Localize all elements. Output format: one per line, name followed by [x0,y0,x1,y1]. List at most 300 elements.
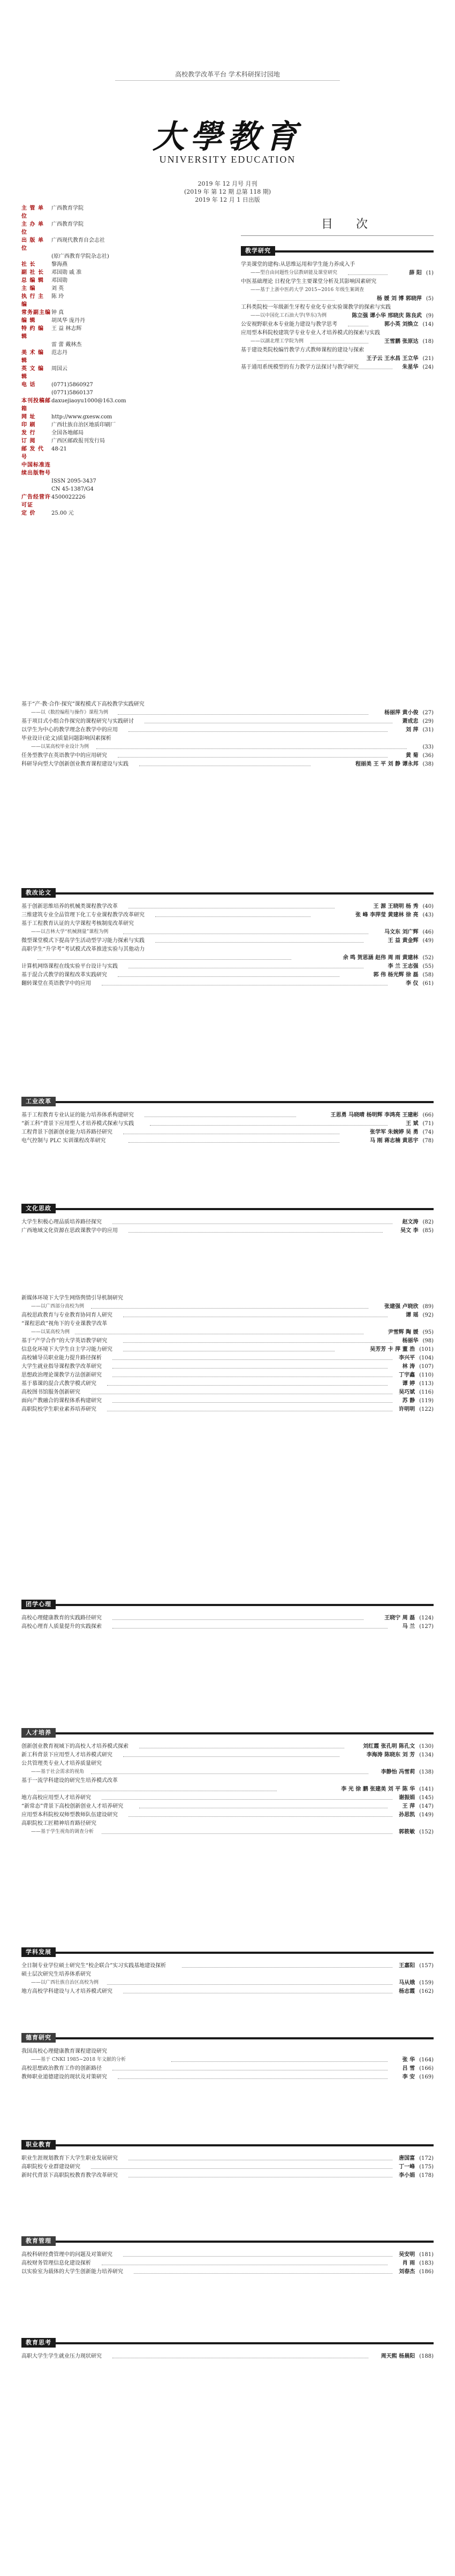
toc-entry-author: 唐国富 [399,2155,415,2161]
toc-entry[interactable] [21,1760,434,1769]
toc-entry[interactable] [21,2048,434,2057]
masthead-value [51,461,131,477]
toc-entry-title: 高职院校专业群建设研究 [21,2164,80,2170]
toc-entry[interactable] [21,1769,434,1777]
toc-entry-author-page [384,1615,434,1622]
toc-entry-author-page [377,295,434,302]
toc-entry-author-page [406,752,434,759]
toc-entry-page: (157) [419,1963,434,1969]
masthead-key: 定 价 [21,510,36,516]
toc-entry-page: (122) [419,1407,434,1412]
toc-entry[interactable] [21,761,434,769]
masthead-row [21,269,131,277]
section-header [21,2140,434,2150]
masthead-key: 社 长 [21,262,36,267]
toc-entry-author-page [403,2074,434,2081]
masthead-key: 英 文 编 辑 [21,366,44,380]
toc-entry[interactable] [21,1803,434,1811]
toc-entry-author: 王子云 王水昌 王立华 [366,356,419,362]
toc-entry-author-page [384,338,434,345]
toc-entry[interactable] [241,278,434,287]
toc-entry-title: ——以广西壮族自治区高校为例 [31,1980,99,1985]
toc-entry[interactable] [21,1988,434,1997]
toc-entry-author: 尹雪辉 陶 媛 [388,1329,419,1335]
toc-entry-author: 李海涛 陈晓东 刘 芳 [366,1752,415,1758]
toc-entry[interactable] [21,1346,434,1355]
toc-entry[interactable] [21,1786,434,1794]
masthead-value: 黎海燕 [51,262,67,267]
toc-entry-author-page [341,1786,434,1793]
toc-entry[interactable] [21,2155,434,2164]
toc-entry[interactable] [21,1962,434,1971]
toc-entry-title: 三维建筑专业全品管理下化工专业课程教学改革研究 [21,912,145,918]
toc-entry-title: 基于工程教育专业认证的能力培养体系构建研究 [21,1112,134,1118]
toc-entry[interactable] [21,929,434,937]
toc-leader-dots [182,1967,392,1968]
toc-entry-page: (113) [419,1381,434,1387]
masthead-row [21,437,131,445]
section-title: 人才培养 [21,1728,56,1738]
toc-entry-page: (33) [422,744,434,750]
toc-entry-title: “新工科”背景下应用型人才培养模式探索与实践 [21,1121,134,1127]
toc-entry-page: (141) [419,1786,434,1792]
toc-entry-title: 职业生涯规划教育下大学生职业发展研究 [21,2155,118,2161]
masthead-row [21,493,131,509]
toc-entry-author-page [399,1406,434,1413]
toc-entry-author-page [363,1743,434,1750]
toc-entry-title: ——以《数控编程与操作》课程为例 [31,710,109,715]
toc-entry-author: 吴安明 [399,2252,415,2258]
masthead-value: http://www.gxesw.com [51,414,112,420]
masthead-value: 刘 英 [51,286,64,292]
toc-entry[interactable] [21,735,434,744]
toc-entry-author-page [384,1303,434,1310]
toc-entry-author-page [343,954,434,961]
toc-entry[interactable] [21,1372,434,1380]
toc-entry-page: (98) [422,1338,434,1344]
toc-entry[interactable] [21,2065,434,2074]
toc-entry-page: (166) [419,2066,434,2071]
toc-entry-author: 杨丽华 [402,1338,419,1344]
toc-entry-title: 微型课堂模式下提高学生活动型学习能力探索与实践 [21,938,145,944]
toc-entry-author-page [400,1227,434,1234]
toc-entry[interactable] [21,1794,434,1803]
section-bar [21,1732,434,1734]
toc-entry[interactable] [21,954,434,963]
toc-entry[interactable] [21,1337,434,1346]
toc-entry-title: ——基于社会需求的视角 [31,1769,85,1775]
masthead-row [21,429,131,437]
toc-entry-author: 周天熙 杨晨阳 [381,2353,415,2359]
toc-entry[interactable] [21,972,434,980]
toc-entry-title: 基于创新思维培养的机械类课程教学改革 [21,904,118,909]
toc-entry[interactable] [241,364,434,372]
toc-entry-author-page [403,2065,434,2072]
toc-entry[interactable] [21,1971,434,1979]
toc-entry-author: 李小娟 [399,2173,415,2178]
toc-leader-dots [102,1833,392,1834]
header-divider [115,80,340,81]
toc-entry-page: (29) [422,718,434,724]
toc-entry-author-page [399,1811,434,1818]
section-header [21,1204,434,1213]
toc-entry[interactable] [21,2353,434,2361]
toc-entry-title: ——以中国化工石油大学(华东)为例 [251,313,327,318]
toc-entry-page: (1) [426,270,434,276]
toc-leader-dots [348,274,388,275]
toc-entry[interactable] [241,287,434,295]
toc-entry-page: (82) [422,1219,434,1225]
toc-entry-page: (46) [422,929,434,935]
toc-entry-author: 黄 菊 [405,753,419,759]
section-bar [21,1208,434,1210]
masthead-row [21,261,131,269]
masthead-key: 电 话 [21,382,36,388]
toc-entry-title: 以学生为中心的教学理念在教学中的应用 [21,727,118,733]
toc-entry-page: (66) [422,1112,434,1118]
toc-entry-page: (24) [422,364,434,370]
masthead-value: 广西教育学院 [51,205,84,211]
toc-entry-page: (61) [422,981,434,987]
toc-entry[interactable] [21,920,434,929]
toc-entry-page: (71) [422,1121,434,1127]
toc-entry-page: (55) [422,964,434,969]
toc-entry-title: 学美课堂的建构:从思维运用和学生能力养成入手 [241,262,355,267]
toc-entry-author: 张建强 卢晓欣 [384,1304,419,1310]
toc-leader-dots [96,748,407,749]
toc-leader-dots [112,1628,388,1629]
masthead-key: 执 行 主 编 [21,294,44,308]
toc-entry-author-page [403,1380,434,1387]
toc-entry-title: 地方高校应用型人才培养研究 [21,1795,91,1801]
toc-entry-author-page [403,1803,434,1810]
toc-entry[interactable] [21,1820,434,1829]
toc-entry[interactable] [21,2268,434,2277]
toc-entry-title: 基于建设类院校编竹教学方式教师课程的建设与探索 [241,347,364,353]
masthead-key: 广告经营许可证 [21,494,51,508]
toc-entry-page: (36) [422,753,434,759]
masthead-value: 陈 玲 [51,294,64,300]
toc-entry-author: 王 源 王晓明 杨 秀 [373,904,419,909]
toc-entry-author: 李 仪 [405,981,419,987]
issue-publish-line: 2019 年 12 月 1 日出版 [195,196,260,203]
toc-entry[interactable] [21,1389,434,1397]
toc-entry-title: ——基于上浙中医药大学 2015~2016 年级生案调查 [251,287,365,293]
toc-entry-author-page [399,2172,434,2179]
toc-entry-author: 陈立强 谭小华 邢晓庆 陈良武 [352,313,422,319]
toc-entry-title: 面向产教融合的课程体系构建研究 [21,1398,102,1404]
masthead-row [21,365,131,381]
toc-entry-author: 杨志霞 [399,1989,415,1994]
toc-entry[interactable] [21,701,434,709]
toc-entry[interactable] [21,946,434,954]
toc-entry-author: 林 涛 [402,1364,415,1370]
toc-entry-title: 电气控制与 PLC 实训课程改革研究 [21,1138,106,1144]
toc-entry-title: 大学生就业指导课程教学改革研究 [21,1364,102,1370]
section-title: 教育思考 [21,2338,56,2348]
section-title: 教改论文 [21,888,56,898]
toc-entry-page: (147) [419,1803,434,1809]
toc-entry[interactable] [21,727,434,735]
toc-entry[interactable] [21,1777,434,1786]
toc-entry-author-page [352,312,434,319]
toc-leader-dots [91,2168,392,2169]
toc-entry[interactable] [21,752,434,761]
toc-entry-author: 孙思凯 [399,1812,415,1818]
toc-entry[interactable] [21,718,434,727]
masthead-value: 邓国勋 戚 准 [51,270,82,276]
toc-entry-author: 余 鸣 贺思涵 赵伟 周 雨 黄建林 [343,955,419,961]
masthead-row [21,397,131,413]
masthead-value: 广西区邮政报刊发行局 [51,438,105,444]
section-header [21,888,434,898]
toc-entry[interactable] [21,1320,434,1329]
masthead-value: 广西现代教育自会志社 [51,238,105,243]
toc-entry[interactable] [241,347,434,355]
toc-entry-author: 谭 婷 [402,1381,415,1387]
toc-entry-page: (49) [422,938,434,944]
toc-entry[interactable] [21,903,434,912]
toc-entry-page: (52) [422,955,434,961]
toc-entry-title: 高职学生“升学考”考试模式改革推进实验与其他动力 [21,946,145,952]
toc-leader-dots [112,1368,388,1369]
toc-entry[interactable] [21,1112,434,1120]
toc-entry-author-page [355,912,434,919]
toc-entry-author: 丁一峰 [399,2164,415,2170]
toc-entry[interactable] [21,912,434,920]
toc-entry-page: (183) [419,2260,434,2266]
toc-entry-page: (31) [422,727,434,733]
toc-entry[interactable] [21,2164,434,2172]
toc-entry-page: (186) [419,2269,434,2275]
masthead-row [21,236,131,253]
toc-entry-author: 马 兰 [402,1624,415,1630]
masthead-value: (原广西教育学院杂志社) [51,254,109,259]
toc-entry-author: 刘 萍 [405,727,419,733]
toc-entry-author-page [399,1979,434,1986]
toc-entry[interactable] [21,1129,434,1137]
toc-entry-page: (145) [419,1795,434,1801]
masthead-key [21,253,51,261]
toc-entry[interactable] [21,1979,434,1988]
masthead-key: 主 编 [21,286,36,292]
toc-entry-page: (9) [426,313,434,319]
masthead-key: 美 术 编 辑 [21,350,44,364]
toc-entry-title: 高校心理育人质量提升的实践探索 [21,1624,102,1630]
toc-entry-author-page [331,1112,434,1119]
toc-entry[interactable] [21,1406,434,1415]
section-title: 职业教育 [21,2140,56,2150]
masthead-value: 全国各地邮局 [51,430,84,436]
masthead-row [21,285,131,293]
toc-entry[interactable] [21,1829,434,1837]
toc-entry[interactable] [241,270,434,278]
toc-entry[interactable] [21,1312,434,1320]
masthead-value: 钟 真 [51,310,64,316]
masthead-value: 范志丹 [51,350,67,356]
toc-entry[interactable] [21,1397,434,1406]
section-header [21,1947,434,1957]
toc-leader-dots [128,1232,383,1233]
toc-entry-title: 高职大学生学生就业压力现状研究 [21,2353,102,2359]
masthead-row [21,421,131,429]
toc-entry-page: (21) [422,356,434,362]
toc-entry-title: 计算机网络课程在线实验平台设计与实践 [21,964,118,969]
journal-tagline: 高校教学改革平台 学术科研探讨园地 [175,71,280,78]
toc-leader-dots [107,1385,388,1386]
toc-entry-page: (127) [419,1624,434,1630]
toc-entry[interactable] [21,709,434,718]
toc-entry-title: 新工科背景下应用型人才培养模式研究 [21,1752,112,1758]
toc-entry[interactable] [241,330,434,338]
toc-entry-author: 李 安 [402,2074,415,2080]
toc-entry[interactable] [21,2172,434,2181]
toc-entry-author-page [403,1363,434,1370]
toc-entry[interactable] [241,312,434,321]
toc-entry-author-page [399,2155,434,2162]
toc-entry-page: (43) [422,912,434,918]
toc-entry[interactable] [21,744,434,752]
toc-leader-dots [112,1619,363,1620]
masthead-key: 副 社 长 [21,270,44,276]
toc-entry[interactable] [21,2260,434,2268]
toc-entry[interactable] [241,355,434,364]
toc-entry-author: 李静怡 冯雪莉 [381,1769,415,1775]
toc-entry-author: 吴巧斌 [399,1389,415,1395]
section-header [21,1728,434,1738]
toc-entry-page: (92) [422,1312,434,1318]
section-bar [21,1604,434,1606]
toc-entry-page: (181) [419,2252,434,2258]
masthead-row [21,485,131,493]
toc-entry[interactable] [21,1752,434,1760]
toc-entry[interactable] [21,1219,434,1227]
toc-entry-page: (110) [419,1372,434,1378]
toc-entry-title: 高职院校学生职业素养培养研究 [21,1407,96,1412]
toc-leader-dots [118,757,388,758]
toc-entry[interactable] [21,1363,434,1372]
toc-entry-author-page [370,1129,434,1136]
toc-entry-author: 王 斌 [405,1121,419,1127]
toc-entry-title: 基于“产·教·合作·探究”课程模式下高校教学实践研究 [21,701,145,707]
toc-entry-author: 李 光 徐 鹏 张建美 刘 平 陈 华 [341,1786,415,1792]
toc-entry-page: (134) [419,1752,434,1758]
toc-entry[interactable] [21,1137,434,1146]
toc-entry-title: 基于慕课的混合式教学模式研究 [21,1381,96,1387]
toc-entry-author: 薛 阳 [409,270,422,276]
toc-entry-author-page [403,1623,434,1630]
toc-entry-page: (27) [422,710,434,716]
toc-entry[interactable] [241,261,434,270]
toc-entry-title: 基于通用系统模型的有力教学方法探讨与教学研究 [241,364,359,370]
toc-entry[interactable] [21,980,434,989]
masthead-key [21,485,51,493]
toc-leader-dots [171,2061,388,2062]
toc-entry-page: (5) [426,296,434,302]
toc-leader-dots [128,1142,339,1143]
section-bar [21,2037,434,2039]
toc-entry[interactable] [241,304,434,312]
masthead-key: 中国标准连续出版物号 [21,462,51,476]
section-header [21,1097,434,1106]
toc-entry-author-page [399,1962,434,1969]
toc-entry[interactable] [21,1295,434,1303]
toc-entry-author-page [399,2268,434,2275]
toc-entry-author: 刘红霞 张孔明 陈孔文 [363,1744,415,1749]
toc-entry[interactable] [21,2057,434,2065]
toc-entry-author: 吕 雪 [402,2066,415,2071]
toc-entry[interactable] [21,937,434,946]
masthead-row [21,293,131,309]
toc-entry[interactable] [21,963,434,972]
toc-entry-page: (169) [419,2074,434,2080]
toc-entry[interactable] [21,1743,434,1752]
toc-entry[interactable] [241,321,434,330]
toc-entry-page: (101) [419,1347,434,1352]
masthead-value: (0771)5860137 [51,390,93,396]
section-bar [21,2241,434,2243]
toc-entry[interactable] [21,1120,434,1129]
toc-entry-page: (175) [419,2164,434,2170]
toc-entry-author-page [406,1120,434,1127]
toc-entry[interactable] [241,338,434,347]
toc-entry-title: ——以吉林大学“机械测量”课程为例 [31,929,109,935]
toc-entry[interactable] [21,1303,434,1312]
toc-entry-title: 全日制专业学位硕士研究生“校企联合”实习实践基地建设探析 [21,1963,166,1969]
toc-entry-title: 工程背景下创新创业能力培养路径研究 [21,1129,112,1135]
toc-entry[interactable] [21,2251,434,2260]
toc-entry-title: 高校科研经费管理中的问题及对策研究 [21,2252,112,2258]
masthead-row [21,477,131,485]
toc-entry-author-page [402,364,434,371]
toc-entry-author-page [381,2353,434,2360]
toc-entry-author-page [374,903,434,910]
toc-entry[interactable] [21,1329,434,1337]
toc-entry[interactable] [21,1380,434,1389]
toc-leader-dots [257,300,335,301]
toc-entry[interactable] [241,295,434,304]
toc-entry-author: 郭筱敏 [399,1829,415,1835]
masthead-key [21,389,51,397]
masthead-row [21,325,131,341]
toc-entry[interactable] [21,1355,434,1363]
toc-entry-title: 任务型教学在英语教学中的应用研究 [21,753,107,759]
toc-entry-author-page [370,1137,434,1144]
toc-entry-title: 新媒体环境下大学生网络舆情引导机制研究 [21,1295,123,1301]
masthead-row [21,253,131,261]
masthead-key: 特 约 编 辑 [21,326,44,340]
toc-leader-dots [150,1125,388,1126]
masthead-row [21,381,131,389]
toc-entry[interactable] [21,1227,434,1236]
toc-entry-author: 李 兰 王志强 [388,964,419,969]
toc-entry-page: (130) [419,1744,434,1749]
toc-entry-author: 马文东 刘广辉 [384,929,419,935]
toc-entry[interactable] [21,1811,434,1820]
toc-leader-dots [107,1984,392,1985]
toc-entry-title: 高校思想政治教育工作的创新路径 [21,2066,102,2071]
masthead-key: 网 址 [21,414,36,420]
toc-entry-author: 王 益 黄金辉 [388,938,419,944]
masthead-value: 胡凤华 庞丹丹 [51,318,86,324]
toc-entry[interactable] [21,2074,434,2082]
toc-entry[interactable] [21,1623,434,1632]
toc-entry-author-page [374,972,434,979]
toc-entry[interactable] [21,1615,434,1623]
masthead-key: 主 办 单 位 [21,221,44,235]
toc-entry-title: 高校心理健康教育的实践路径研究 [21,1615,102,1621]
toc-heading: 目 次 [321,218,377,231]
